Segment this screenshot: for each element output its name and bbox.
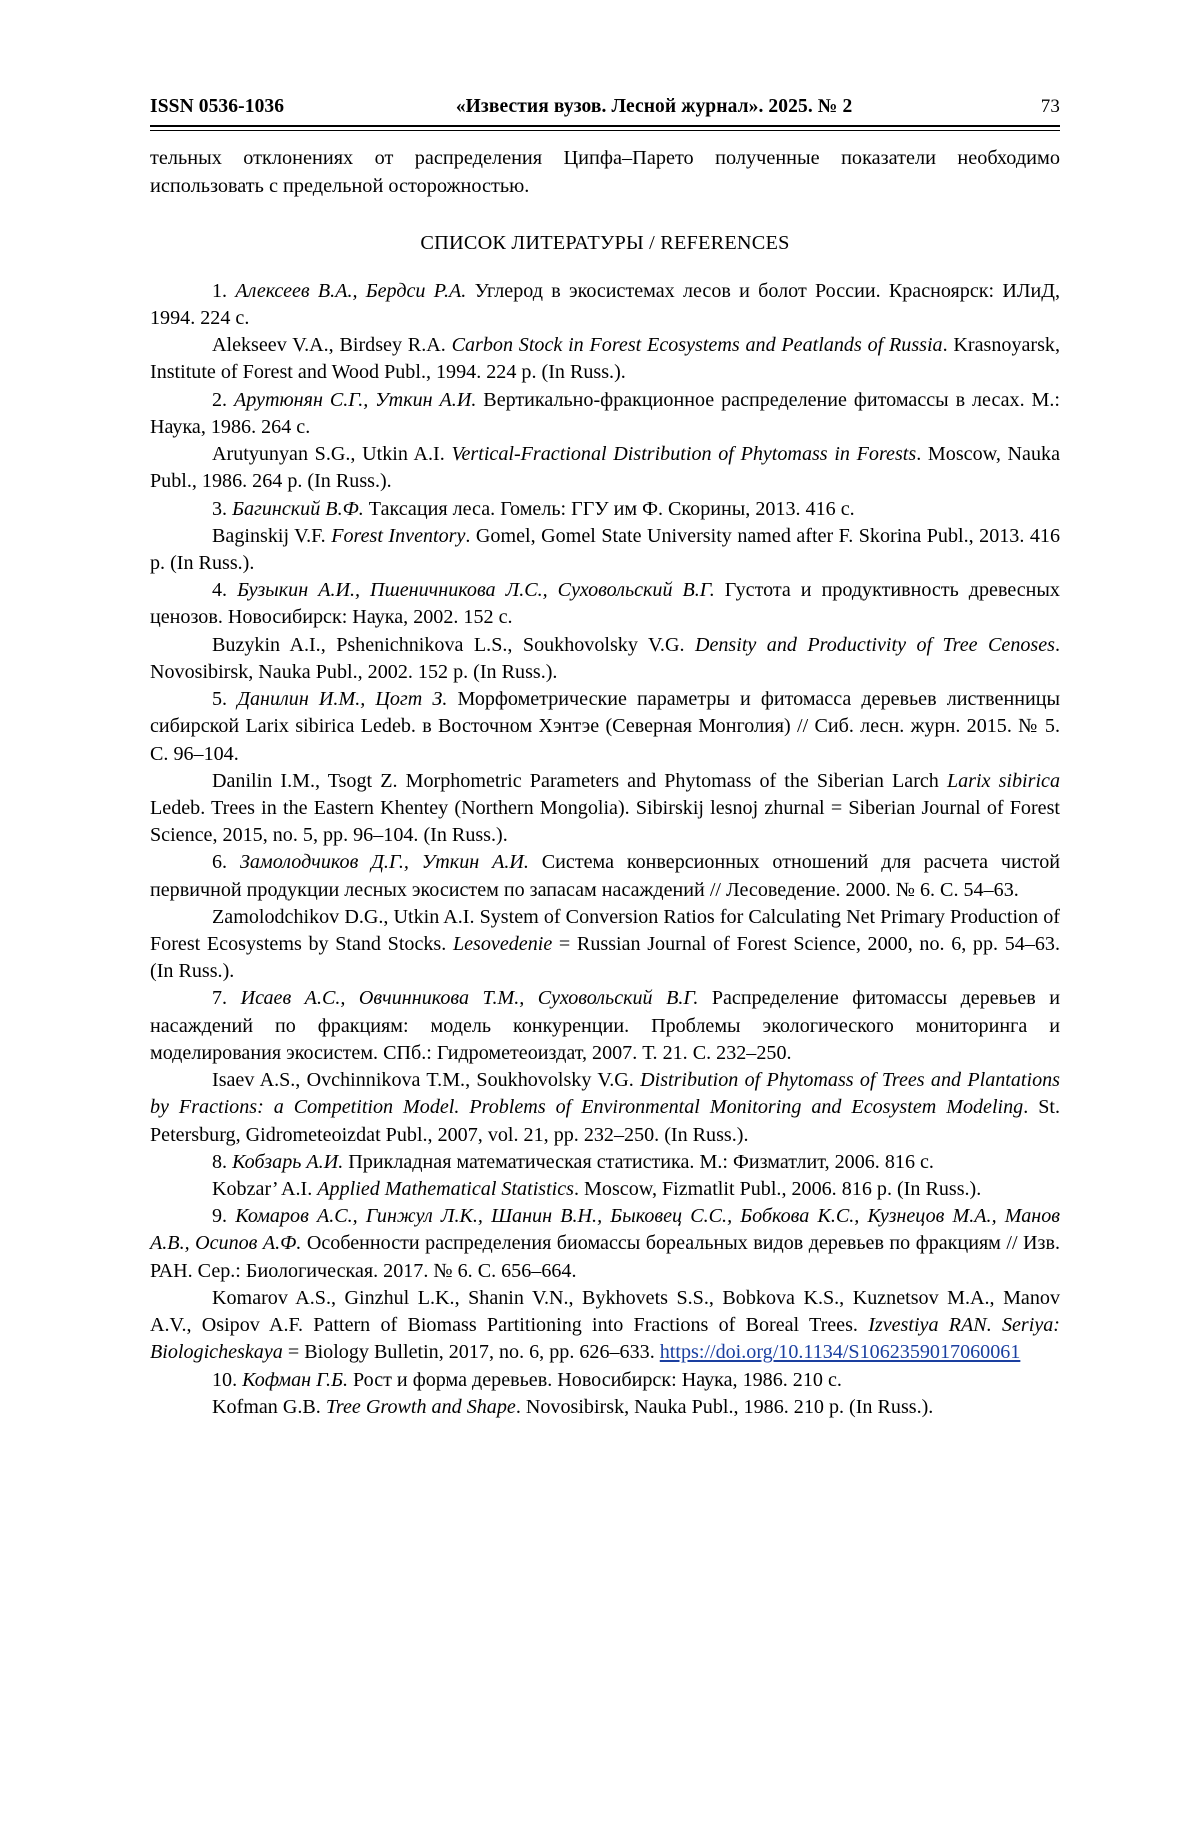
reference-item-en bbox=[150, 904, 1060, 986]
continuation-paragraph: тельных отклонениях от распределения Ципфа–Парето полученные показатели необходимо использовать с предельной осторожностью. bbox=[150, 147, 1060, 197]
ref-authors-en: Kobzar’ A.I. bbox=[212, 1178, 318, 1200]
ref-rest-ru: Система конверсионных отношений для расчета чистой первичной продукции лесных экосистем по запасам насаждений // Лесоведение. 2000. № 6. С. 54–63. bbox=[150, 851, 1060, 901]
ref-rest-en: = Russian Journal of Forest Science, 2000, no. 6, pp. 54–63. (In Russ.). bbox=[150, 933, 1060, 983]
reference-item-en bbox=[150, 332, 1060, 386]
reference-item bbox=[150, 849, 1060, 903]
ref-title-en: Larix sibirica bbox=[946, 769, 1060, 792]
ref-number: 7. bbox=[212, 987, 228, 1010]
ref-title-en: Applied Mathematical Statistics bbox=[317, 1178, 574, 1200]
ref-authors-ru: Кофман Г.Б. bbox=[242, 1368, 348, 1391]
ref-rest-ru: Таксация леса. Гомель: ГГУ им Ф. Скорины, 2013. 416 с. bbox=[363, 497, 855, 520]
references-heading: СПИСОК ЛИТЕРАТУРЫ / REFERENCES bbox=[420, 232, 790, 255]
ref-title-en: Distribution of Phytomass of Trees and Plantations by Fractions: a Competition Model. Problems of Environmental Monitoring and Ecosystem Modeling bbox=[150, 1069, 1060, 1119]
ref-number: 4. bbox=[212, 579, 228, 602]
reference-item-en bbox=[150, 523, 1060, 577]
ref-authors-ru: Бузыкин А.И., Пшеничникова Л.С., Суховольский В.Г. bbox=[237, 579, 715, 602]
ref-rest-ru: Прикладная математическая статистика. М.: Физматлит, 2006. 816 с. bbox=[343, 1150, 934, 1173]
ref-rest-ru: Вертикально-фракционное распределение фитомассы в лесах. М.: Наука, 1986. 264 с. bbox=[150, 388, 1060, 438]
ref-authors-en: Kofman G.B. bbox=[212, 1395, 326, 1418]
doi-link[interactable]: https://doi.org/10.1134/S1062359017060061 bbox=[659, 1341, 1021, 1364]
page-content bbox=[150, 96, 1060, 1421]
ref-authors-ru: Кобзарь А.И. bbox=[232, 1150, 344, 1173]
ref-title-en: Vertical-Fractional Distribution of Phytomass in Forests bbox=[451, 443, 917, 466]
ref-rest-ru: Морфометрические параметры и фитомасса деревьев лиственницы сибирской Larix sibirica Ledeb. в Восточном Хэнтэе (Северная Монголия) // Сиб. лесн. журн. 2015. № 5. С. 96–104. bbox=[150, 688, 1060, 765]
ref-title-en: Izvestiya RAN. Seriya: Biologicheskaya bbox=[150, 1314, 1060, 1364]
body-text bbox=[150, 145, 1060, 1421]
ref-number: 6. bbox=[212, 851, 228, 874]
running-head bbox=[150, 96, 1060, 118]
reference-item bbox=[150, 278, 1060, 332]
reference-item bbox=[150, 387, 1060, 441]
ref-number: 5. bbox=[212, 688, 228, 711]
reference-item-en bbox=[150, 768, 1060, 850]
ref-title-en: Density and Productivity of Tree Cenoses bbox=[694, 633, 1055, 656]
ref-authors-en: Zamolodchikov D.G., Utkin A.I. System of Conversion Ratios for Calculating Net Primary Production of Forest Ecosystems by Stand Stocks. bbox=[150, 905, 1060, 956]
reference-item-en bbox=[150, 1285, 1060, 1367]
ref-rest-en: = Biology Bulletin, 2017, no. 6, pp. 626–633. bbox=[282, 1341, 660, 1364]
reference-item bbox=[150, 686, 1060, 768]
ref-rest-en: . Krasnoyarsk, Institute of Forest and Wood Publ., 1994. 224 p. (In Russ.). bbox=[150, 334, 1060, 384]
journal-title: «Известия вузов. Лесной журнал». 2025. № 2 bbox=[455, 96, 853, 117]
ref-authors-ru: Арутюнян С.Г., Уткин А.И. bbox=[234, 388, 477, 411]
ref-rest-ru: Распределение фитомассы деревьев и насаждений по фракциям: модель конкуренции. Проблемы экологического мониторинга и моделирования экосистем. СПб.: Гидрометеоиздат, 2007. Т. 21. С. 232–250. bbox=[150, 987, 1060, 1064]
ref-authors-en: Arutyunyan S.G., Utkin A.I. bbox=[212, 443, 452, 466]
reference-item-en bbox=[150, 1394, 1060, 1421]
ref-rest-ru: Рост и форма деревьев. Новосибирск: Наука, 1986. 210 с. bbox=[347, 1368, 842, 1391]
reference-item-en bbox=[150, 1067, 1060, 1149]
ref-authors-en: Danilin I.M., Tsogt Z. Morphometric Parameters and Phytomass of the Siberian Larch bbox=[212, 769, 947, 792]
reference-item bbox=[150, 1367, 1060, 1394]
reference-item bbox=[150, 1149, 1060, 1176]
header-divider bbox=[150, 125, 1060, 131]
ref-number: 8. bbox=[212, 1150, 228, 1173]
reference-list bbox=[150, 278, 1060, 1421]
ref-rest-ru: Густота и продуктивность древесных ценозов. Новосибирск: Наука, 2002. 152 с. bbox=[150, 579, 1060, 629]
reference-item-en bbox=[150, 441, 1060, 495]
ref-title-en: Lesovedenie bbox=[452, 933, 553, 956]
reference-item bbox=[150, 985, 1060, 1067]
ref-rest-ru: Углерод в экосистемах лесов и болот России. Красноярск: ИЛиД, 1994. 224 с. bbox=[150, 279, 1060, 329]
ref-authors-ru: Замолодчиков Д.Г., Уткин А.И. bbox=[239, 851, 529, 874]
issn-label: ISSN 0536-1036 bbox=[150, 96, 285, 117]
ref-rest-en: . Gomel, Gomel State University named after F. Skorina Publ., 2013. 416 p. (In Russ.). bbox=[150, 524, 1060, 574]
ref-title-en: Tree Growth and Shape bbox=[325, 1395, 516, 1418]
reference-item-en bbox=[150, 632, 1060, 686]
ref-number: 3. bbox=[212, 497, 228, 520]
ref-number: 1. bbox=[212, 279, 228, 302]
reference-item bbox=[150, 496, 1060, 523]
ref-authors-ru: Данилин И.М., Цогт З. bbox=[237, 688, 448, 711]
ref-number: 2. bbox=[212, 388, 228, 411]
ref-authors-ru: Исаев А.С., Овчинникова Т.М., Суховольский В.Г. bbox=[240, 987, 699, 1010]
ref-rest-en: . St. Petersburg, Gidrometeoizdat Publ., 2007, vol. 21, pp. 232–250. (In Russ.). bbox=[150, 1096, 1060, 1146]
ref-rest-en: . Moscow, Fizmatlit Publ., 2006. 816 p. (In Russ.). bbox=[574, 1178, 982, 1200]
ref-rest-en: Ledeb. Trees in the Eastern Khentey (Northern Mongolia). Sibirskij lesnoj zhurnal = Siberian Journal of Forest Science, 2015, no. 5, pp. 96–104. (In Russ.). bbox=[150, 796, 1060, 847]
ref-authors-en: Isaev A.S., Ovchinnikova T.M., Soukhovolsky V.G. bbox=[212, 1069, 641, 1092]
ref-number: 9. bbox=[212, 1205, 228, 1228]
ref-authors-en: Komarov A.S., Ginzhul L.K., Shanin V.N., Bykhovets S.S., Bobkova K.S., Kuznetsov M.A., Manov A.V., Osipov A.F. Pattern of Biomass Partitioning into Fractions of Boreal Trees. bbox=[150, 1286, 1060, 1337]
ref-rest-ru: Особенности распределения биомассы бореальных видов деревьев по фракциям // Изв. РАН. Сер.: Биологическая. 2017. № 6. С. 656–664. bbox=[150, 1232, 1060, 1282]
reference-item bbox=[150, 1203, 1060, 1285]
page-number: 73 bbox=[1040, 96, 1060, 117]
ref-rest-en: . Moscow, Nauka Publ., 1986. 264 p. (In Russ.). bbox=[150, 443, 1060, 493]
ref-title-en: Forest Inventory bbox=[331, 524, 466, 547]
ref-authors-en: Baginskij V.F. bbox=[212, 524, 332, 547]
reference-item bbox=[150, 577, 1060, 631]
reference-item-en bbox=[150, 1176, 1060, 1203]
ref-number: 10. bbox=[212, 1368, 238, 1391]
ref-authors-ru: Алексеев В.А., Бердси Р.А. bbox=[235, 279, 467, 302]
ref-authors-en: Alekseev V.A., Birdsey R.A. bbox=[212, 334, 452, 357]
ref-rest-en: . Novosibirsk, Nauka Publ., 1986. 210 p. (In Russ.). bbox=[515, 1395, 934, 1418]
ref-title-en: Carbon Stock in Forest Ecosystems and Peatlands of Russia bbox=[451, 334, 943, 357]
ref-authors-en: Buzykin A.I., Pshenichnikova L.S., Soukhovolsky V.G. bbox=[212, 633, 695, 656]
ref-authors-ru: Комаров А.С., Гинжул Л.К., Шанин В.Н., Быковец С.С., Бобкова К.С., Кузнецов М.А., Манов А.В., Осипов А.Ф. bbox=[150, 1205, 1060, 1255]
ref-authors-ru: Багинский В.Ф. bbox=[232, 497, 364, 520]
ref-rest-en: . Novosibirsk, Nauka Publ., 2002. 152 p. (In Russ.). bbox=[150, 633, 1060, 683]
